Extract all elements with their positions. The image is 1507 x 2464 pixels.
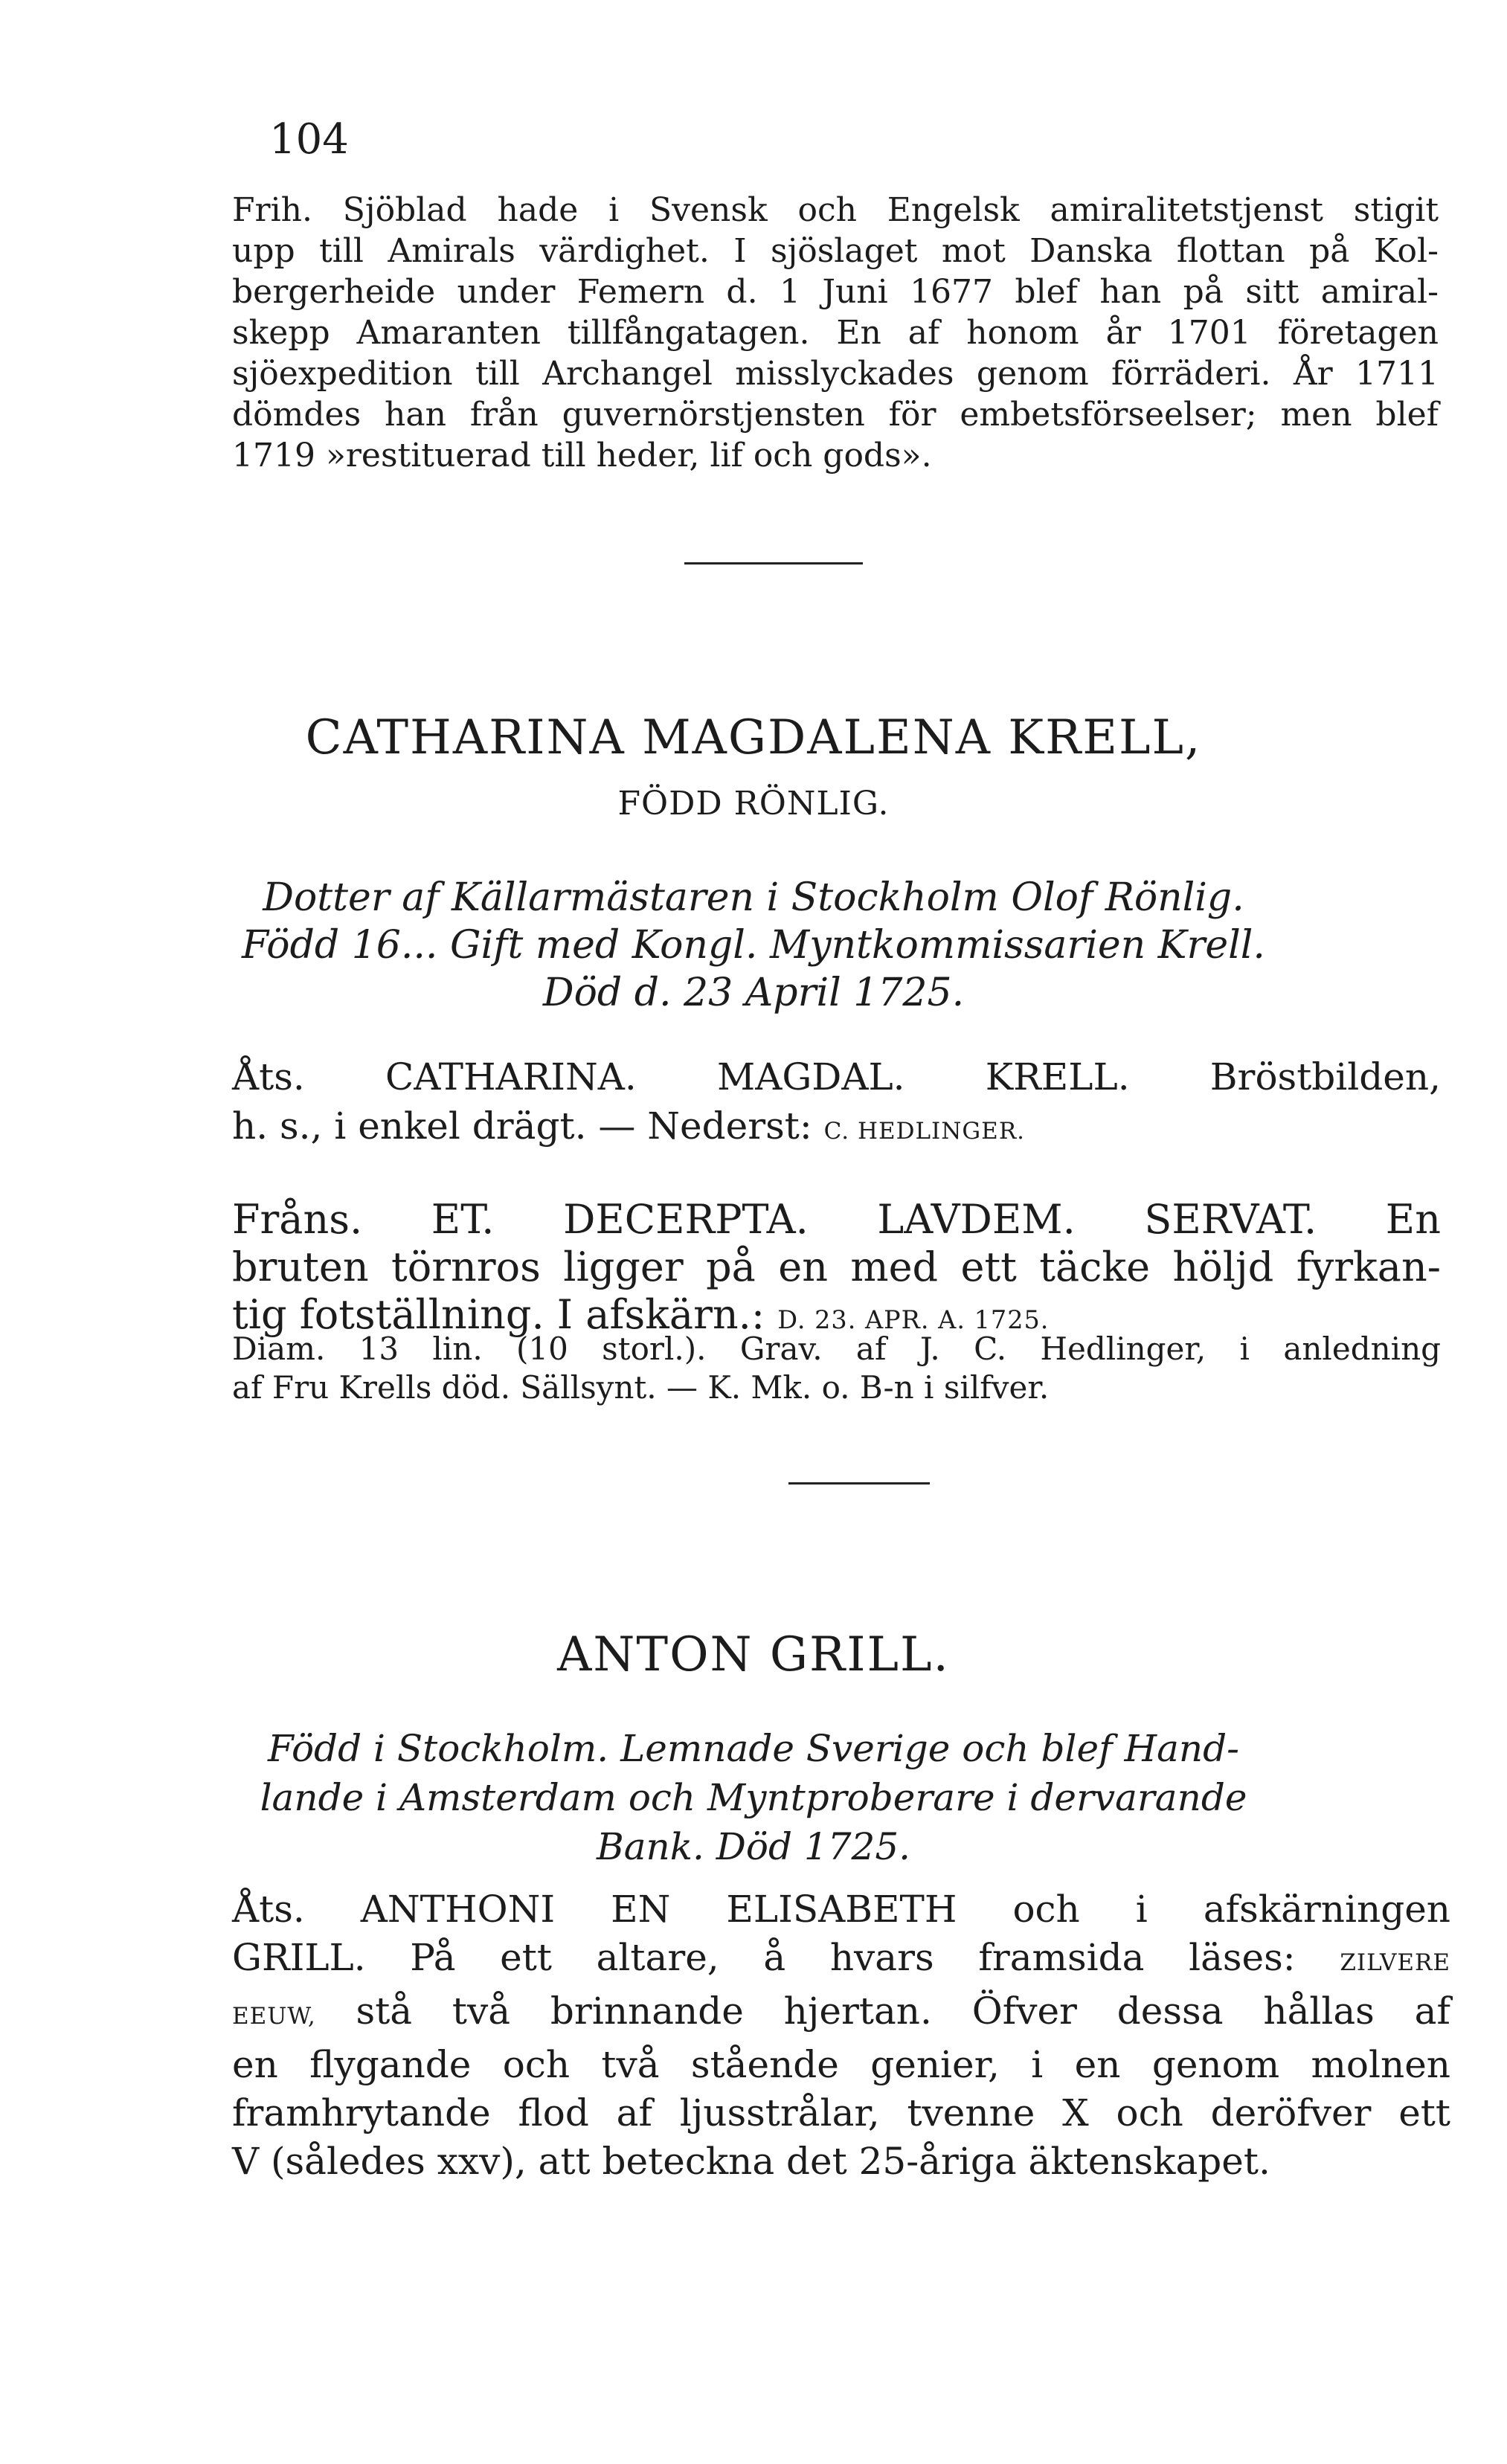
bio-line: Bank. Död 1725. [596,1825,911,1868]
text-line: dömdes han från guvernörstjensten för embetsförseelser; men blef [232,396,1439,434]
grill-description [232,1885,1450,2186]
krell-notes [232,1330,1441,1407]
bio-line: Dotter af Källarmästaren i Stockholm Olof Rönlig. [263,875,1244,920]
krell-heading: CATHARINA MAGDALENA KRELL, [305,710,1202,765]
krell-biography [0,874,1507,1017]
text-line: Frih. Sjöblad hade i Svensk och Engelsk amiralitetstjenst stigit [232,191,1439,229]
text-segment: stå två brinnande hjertan. Öfver dessa hållas af [356,1989,1450,2033]
grill-biography [0,1724,1507,1871]
text-line: 1719 »restituerad till heder, lif och gods». [232,437,932,475]
grill-heading: ANTON GRILL. [557,1627,950,1682]
text-line: bruten törnros ligger på en med ett täcke höljd fyrkan- [232,1244,1441,1290]
text-line: framhrytande flod af ljusstrålar, tvenne X och deröfver ett [232,2091,1450,2135]
sjoblad-paragraph [232,190,1439,476]
text-line [232,1101,1441,1156]
krell-obverse [232,1052,1441,1156]
text-line: Åts. ANTHONI EN ELISABETH och i afskärningen [232,1888,1450,1931]
krell-reverse [232,1196,1441,1344]
text-line: bergerheide under Femern d. 1 Juni 1677 blef han på sitt amiral- [232,273,1439,311]
text-line: upp till Amirals värdighet. I sjöslaget mot Danska flottan på Kol- [232,232,1439,270]
text-line: af Fru Krells död. Sällsynt. — K. Mk. o. B-n i silfver. [232,1369,1050,1406]
bio-line: lande i Amsterdam och Myntproberare i dervarande [260,1776,1247,1819]
exergue-inscription: D. 23. APR. A. 1725. [777,1305,1050,1334]
text-line: V (således xxv), att beteckna det 25-åriga äktenskapet. [232,2140,1270,2183]
page-number: 104 [269,115,349,164]
bio-line: Död d. 23 April 1725. [542,971,965,1015]
text-segment: h. s., i enkel drägt. — Nederst: [232,1104,812,1148]
text-line: Åts. CATHARINA. MAGDAL. KRELL. Bröstbilden, [232,1055,1441,1098]
text-line [232,1987,1450,2041]
text-line: en flygande och två stående genier, i en genom molnen [232,2043,1450,2086]
text-line [232,1934,1450,1987]
text-line: Diam. 13 lin. (10 storl.). Grav. af J. C. Hedlinger, i anledning [232,1331,1441,1367]
krell-born-name: FÖDD RÖNLIG. [617,785,890,823]
text-segment: tig fotställning. I afskärn.: [232,1291,765,1338]
altar-inscription: ZILVERE [1340,1949,1450,1976]
text-line: Fråns. ET. DECERPTA. LAVDEM. SERVAT. En [232,1196,1441,1243]
altar-inscription: EEUW, [232,2003,316,2030]
text-line: sjöexpedition till Archangel misslyckades genom förräderi. År 1711 [232,355,1439,393]
text-segment: GRILL. På ett altare, å hvars framsida läses: [232,1936,1296,1979]
engraver-signature: C. HEDLINGER. [823,1118,1026,1145]
section-divider [788,1482,930,1484]
bio-line: Född 16... Gift med Kongl. Myntkommissarien Krell. [242,923,1265,968]
section-divider [684,562,863,564]
text-line: skepp Amaranten tillfångatagen. En af honom år 1701 företagen [232,314,1439,352]
bio-line: Född i Stockholm. Lemnade Sverige och blef Hand- [268,1727,1239,1770]
